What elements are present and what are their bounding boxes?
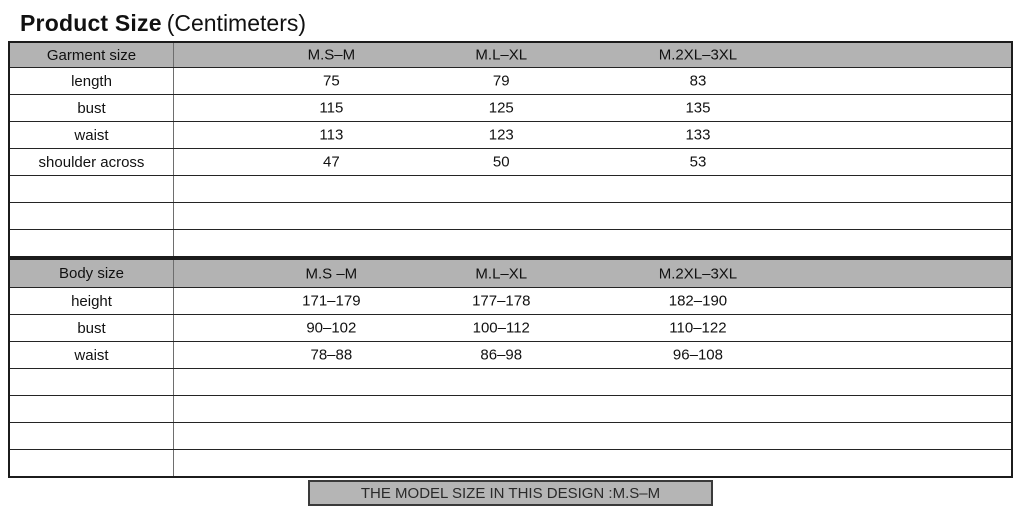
body-header-columns — [174, 260, 1011, 287]
row-values — [174, 342, 1011, 368]
cell-value: 177–178 — [472, 292, 531, 310]
table-row-waist — [10, 341, 1011, 368]
column-header: M.S –M — [305, 265, 358, 282]
cell-value: 86–98 — [480, 346, 523, 364]
cell-value: 83 — [689, 72, 707, 90]
table-row-bust — [10, 94, 1011, 121]
table-row-length — [10, 67, 1011, 94]
table-row-empty — [10, 449, 1011, 476]
table-row-empty — [10, 229, 1011, 256]
row-values — [174, 122, 1011, 148]
column-header: M.L–XL — [475, 46, 528, 64]
row-values — [174, 68, 1011, 94]
column-header: M.2XL–3XL — [658, 265, 738, 282]
row-label: waist — [10, 342, 174, 368]
table-row-empty — [10, 175, 1011, 202]
cell-value: 115 — [319, 99, 344, 117]
row-label: shoulder across — [10, 149, 174, 175]
table-row-empty — [10, 395, 1011, 422]
row-label: bust — [10, 315, 174, 341]
table-row-shoulder-across — [10, 148, 1011, 175]
garment-size-table — [8, 41, 1013, 258]
cell-value: 123 — [488, 126, 514, 144]
body-header-label: Body size — [10, 260, 174, 287]
table-row-empty — [10, 422, 1011, 449]
row-values — [174, 149, 1011, 175]
table-row-waist — [10, 121, 1011, 148]
column-header: M.L–XL — [475, 265, 528, 282]
table-row-height — [10, 287, 1011, 314]
table-row-empty — [10, 202, 1011, 229]
cell-value: 78–88 — [310, 346, 353, 364]
table-row-empty — [10, 368, 1011, 395]
table-row-bust — [10, 314, 1011, 341]
cell-value: 75 — [323, 72, 340, 90]
cell-value: 47 — [323, 153, 340, 171]
page-title — [20, 9, 306, 37]
garment-header-row — [10, 43, 1011, 67]
model-size-note — [308, 480, 713, 506]
row-label: bust — [10, 95, 174, 121]
row-values — [174, 288, 1011, 314]
column-header: M.S–M — [307, 46, 356, 64]
row-label: height — [10, 288, 174, 314]
cell-value: 50 — [492, 153, 510, 171]
cell-value: 96–108 — [672, 346, 723, 364]
model-size-note-text: THE MODEL SIZE IN THIS DESIGN :M.S–M — [360, 484, 661, 502]
garment-header-label: Garment size — [10, 43, 174, 67]
cell-value: 171–179 — [302, 292, 361, 310]
cell-value: 133 — [685, 126, 711, 144]
cell-value: 100–112 — [472, 319, 530, 337]
row-values — [174, 315, 1011, 341]
cell-value: 182–190 — [668, 292, 728, 310]
garment-header-columns — [174, 43, 1011, 67]
body-size-table — [8, 258, 1013, 478]
row-label: length — [10, 68, 174, 94]
cell-value: 53 — [689, 153, 707, 171]
page-title-main: Product Size — [20, 10, 162, 36]
cell-value: 113 — [319, 126, 344, 144]
cell-value: 135 — [685, 99, 711, 117]
cell-value: 79 — [492, 72, 510, 90]
row-values — [174, 95, 1011, 121]
body-header-row — [10, 260, 1011, 287]
cell-value: 110–122 — [669, 319, 727, 337]
column-header: M.2XL–3XL — [658, 46, 738, 64]
row-label: waist — [10, 122, 174, 148]
page-title-unit: (Centimeters) — [166, 10, 307, 36]
cell-value: 125 — [488, 99, 514, 117]
cell-value: 90–102 — [306, 319, 357, 337]
